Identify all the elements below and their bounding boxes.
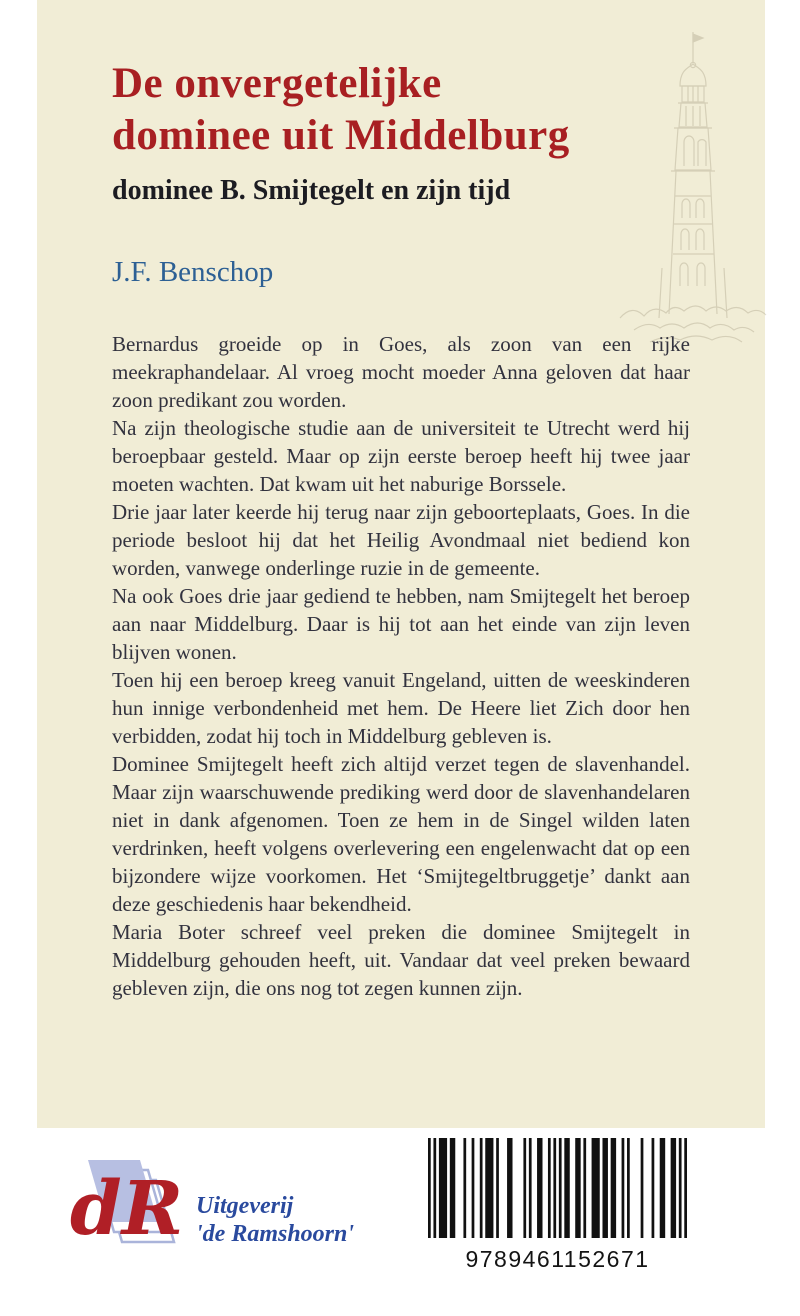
- paragraph: Bernardus groeide op in Goes, als zoon van een rijke meekraphandelaar. Al vroeg mocht moeder Anna geloven dat haar zoon predikant zou worden.: [112, 332, 690, 412]
- cover-panel: [37, 0, 765, 1128]
- publisher-name: [196, 1192, 354, 1248]
- book-title-line1: De onvergetelijke: [112, 60, 442, 107]
- cover-content: [112, 0, 690, 1002]
- author-name: J.F. Benschop: [112, 256, 274, 288]
- isbn-number: 9789461152671: [465, 1246, 650, 1272]
- back-cover-text: [112, 330, 690, 1002]
- publisher-logo-icon: [70, 1158, 198, 1264]
- paragraph: Na ook Goes drie jaar gediend te hebben, nam Smijtegelt het beroep aan naar Middelburg. Daar is hij tot aan het einde van zijn leven blijven wonen.: [112, 584, 690, 664]
- barcode-bars-icon: [428, 1138, 687, 1238]
- paragraph: Toen hij een beroep kreeg vanuit Engeland, uitten de weeskinderen hun innige verbondenheid met hem. De Heere liet Zich door hen verbidden, zodat hij toch in Middelburg gebleven is.: [112, 668, 690, 748]
- publisher-name-line2: 'de Ramshoorn': [196, 1221, 355, 1247]
- book-title: [112, 0, 690, 162]
- book-subtitle: dominee B. Smijtegelt en zijn tijd: [112, 175, 511, 206]
- paragraph: Drie jaar later keerde hij terug naar zijn geboorteplaats, Goes. In die periode besloot hij dat het Heilig Avondmaal niet bediend kon worden, vanwege onderlinge ruzie in de gemeente.: [112, 500, 690, 580]
- paragraph: Na zijn theologische studie aan de universiteit te Utrecht werd hij beroepbaar gesteld. Maar op zijn eerste beroep heeft hij twee jaar moeten wachten. Dat kwam uit het naburige Borssele.: [112, 416, 690, 496]
- isbn-barcode: [428, 1138, 687, 1273]
- paragraph: Maria Boter schreef veel preken die dominee Smijtegelt in Middelburg gehouden heeft, uit. Vandaar dat veel preken bewaard gebleven zijn, die ons nog tot zegen kunnen zijn.: [112, 920, 690, 1000]
- publisher-name-line1: Uitgeverij: [196, 1193, 294, 1219]
- paragraph: Dominee Smijtegelt heeft zich altijd verzet tegen de slavenhandel. Maar zijn waarschuwende prediking werd door de slavenhandelaren niet in dank afgenomen. Toen ze hem in de Singel wilden laten verdrinken, heeft volgens overlevering een engelenwacht dat op een bijzondere wijze voorkomen. Het ‘Smijtegeltbruggetje’ dankt aan deze geschiedenis haar bekendheid.: [112, 752, 690, 916]
- publisher-monogram: dR: [70, 1166, 184, 1252]
- book-title-line2: dominee uit Middelburg: [112, 112, 570, 159]
